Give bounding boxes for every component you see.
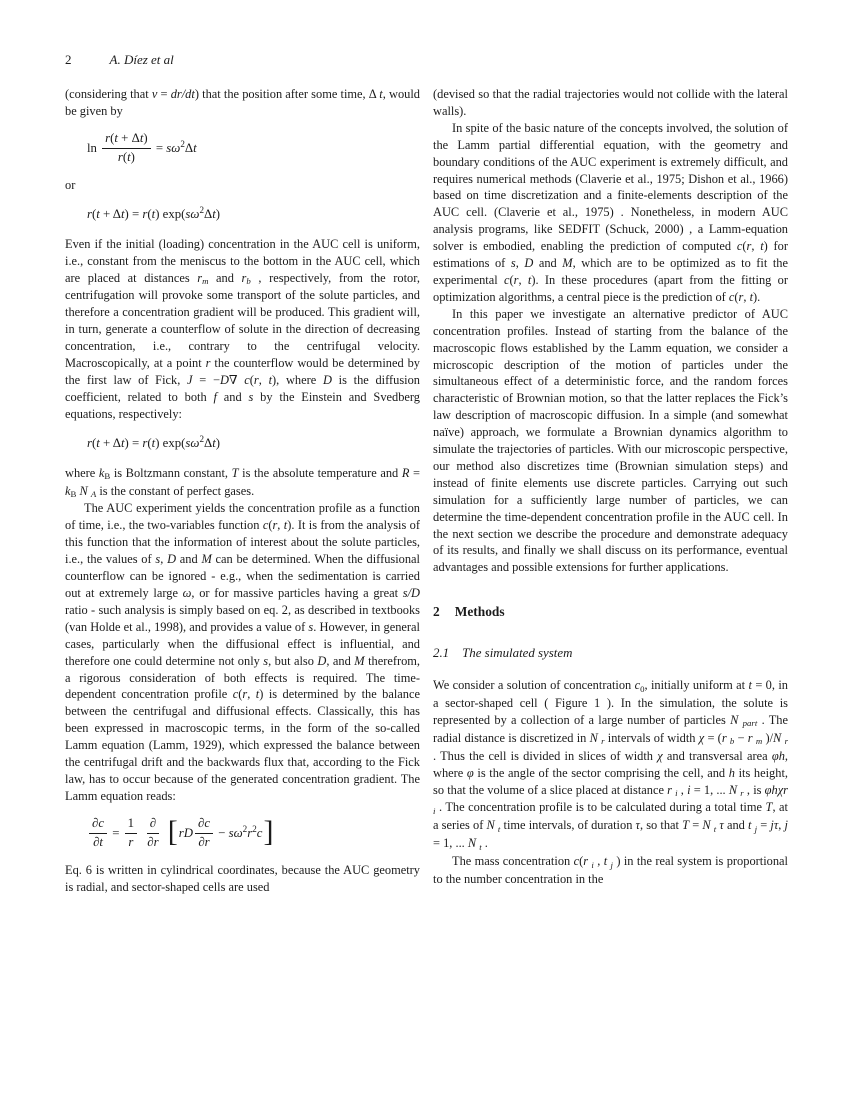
section-number: 2 <box>433 604 440 620</box>
fraction <box>89 816 107 851</box>
text-run: i <box>675 787 678 798</box>
text-run: t <box>527 272 532 287</box>
text-run: Δ <box>204 207 213 222</box>
text-run: 1 <box>127 815 135 830</box>
text-run: = <box>109 825 123 840</box>
text-run: c <box>256 825 263 840</box>
text-run: r <box>583 854 589 869</box>
text-run: T <box>765 800 773 815</box>
text-run: t <box>212 436 216 451</box>
numerator <box>125 816 137 834</box>
text-run: ω <box>190 436 200 451</box>
text-run: t <box>120 207 125 222</box>
text-run: r <box>746 239 752 254</box>
paragraph: or <box>65 177 76 192</box>
text-run: r <box>197 270 203 285</box>
text-run: b <box>246 275 251 286</box>
running-header <box>65 52 788 68</box>
text-run: i <box>687 782 691 797</box>
paragraph: Eq. 6 is written in cylindrical coordinates, because the AUC geometry is radial, and sector-shaped cells are used <box>65 862 420 894</box>
text-run: N <box>728 782 738 797</box>
text-run: ∂r <box>147 834 159 849</box>
text-run: r <box>142 436 148 451</box>
text-run: ω <box>171 140 181 155</box>
text-run: c <box>504 272 510 287</box>
text-run: c <box>728 289 735 304</box>
text-run: ( <box>147 436 152 451</box>
text-run: B <box>70 489 77 500</box>
fraction <box>102 131 151 166</box>
text-run: ) <box>215 207 221 222</box>
text-run: c <box>736 239 743 254</box>
text-run: t <box>96 436 100 451</box>
text-run: + Δ <box>99 207 121 222</box>
paragraph: In spite of the basic nature of the concepts involved, the solution of the Lamm partial differential equation, with the geometry and boundary conditions of the AUC experiment is extremely difficult, and requires numerical methods (Claverie et al., 1975; Dishon et al., 1966) based on time discretization and a finite-elements description of the AUC cell. (Claverie et al., 1975) . Nonetheless, in modern AUC analysis programs, like SEDFIT (Schuck, 2000) , a Lamm-equation solver is embodied, enabling the prediction of computed c(r, t) for estimations of s, D and M, which are to be optimized as to fit the experimental c(r, t). In these procedures (apart from the fitting or optimization algorithms, a central piece is the prediction of c(r, t). <box>433 120 789 304</box>
text-run: B <box>104 471 111 482</box>
text-run: A <box>90 489 97 500</box>
text-run: h <box>728 765 735 780</box>
text-run: N <box>486 818 495 833</box>
text-run: N <box>589 730 598 745</box>
text-run: m <box>755 736 763 747</box>
equation <box>65 131 420 166</box>
text-run: r <box>747 730 753 745</box>
denominator <box>115 149 138 166</box>
text-run: r <box>667 782 672 797</box>
text-run: ∂c <box>198 815 211 830</box>
text-run: N <box>730 712 739 727</box>
equation <box>65 205 420 225</box>
text-run: r <box>738 289 744 304</box>
section-title: Methods <box>454 604 505 620</box>
numerator <box>102 131 151 149</box>
text-run: r <box>601 736 605 747</box>
text-run: b <box>729 736 735 747</box>
subsection-number: 2.1 <box>433 646 450 661</box>
text-run: ω <box>233 825 243 840</box>
text-run <box>164 827 167 840</box>
text-run: ( <box>91 207 97 222</box>
text-run: 2 <box>252 823 257 834</box>
text-run: k <box>65 483 71 498</box>
text-run: D <box>219 372 229 387</box>
text-run: t <box>283 518 288 533</box>
paragraph: where kB is Boltzmann constant, T is the absolute temperature and R = kB N A is the constant of perfect gases. <box>65 465 420 500</box>
text-run: ( <box>110 130 115 145</box>
paragraph: In this paper we investigate an alternative predictor of AUC concentration profiles. Instead of starting from the balance of the macroscopic flows established by the Lamm equation, we consider a microscopic description of the motion of particles under the simultaneous effect of a deterministic force, and the random forces characteristic of Brownian motion, so that the latter replaces the Fick’s law description of macroscopic diffusion. In a simple (and somewhat naïve) approach, we formulate a Brownian dynamics algorithm to simulate the trajectories of particles. With our microscopic perspective, our method also discretizes time (Brownian simulation steps) and instead of finite elements use discrete particles. Carrying out such simulation for a sufficiently large number of particles, we can determine the time-dependent concentration profile in the AUC cell. In the next section we describe the procedure and demonstrate adequacy of its results, and finally we shall discuss on its performance, eventual advantages and possible extensions for further applications. <box>433 306 788 575</box>
text-run: s <box>185 436 191 451</box>
denominator <box>125 834 136 851</box>
text-run: ω <box>182 586 192 600</box>
text-run: ∂r <box>198 834 210 849</box>
text-run: D <box>317 653 327 668</box>
text-run: N <box>79 483 88 498</box>
text-run: s <box>308 619 314 634</box>
fraction <box>144 816 161 851</box>
text-run: s <box>185 207 191 222</box>
text-run: ( <box>147 207 152 222</box>
section-heading <box>433 604 788 621</box>
text-run: = <box>152 140 167 155</box>
text-run: ∂t <box>93 834 103 849</box>
text-run: dr/dt <box>170 87 195 101</box>
text-run: c <box>634 678 641 693</box>
paragraph: Even if the initial (loading) concentration in the AUC cell is uniform, i.e., constant from the meniscus to the bottom in the AUC cell, which are placed at distances rm and rb , respectively, from the rotor, centrifugation will provoke some transport of the solute particles, and therefore a concentration gradient will be produced. This gradient will, in turn, generate a counterflow of solute in the direction of decreasing concentration, i.e., contrary to the centrifugal velocity. Macroscopically, at a point r the counterflow would be determined by the first law of Fick, J = −D∇ c(r, t), where D is the diffusion coefficient, related to both f and s by the Einstein and Svedberg equations, respectively: <box>65 236 421 421</box>
paragraph: The AUC experiment yields the concentration profile as a function of time, i.e., the two-variables function c(r, t). It is from the analysis of this function that the information of interest about the solute particles, i.e., the values of s, D and M can be determined. When the diffusional counterflow can be ignored - e.g., when the sedimentation is carried out at extremely large ω, or for massive particles having a great s/D ratio - such analysis is simply based on eq. 2, as described in textbooks (van Holde et al., 1998), and provides a value of s. However, in general cases, particularly when the diffusional effect is influential, and therefore one could determine not only s, but also D, and M therefrom, a rigorous consideration of both effects is required. The time-dependent concentration profile c(r, t) is determined by the balance between the centrifugal and diffusional effects. Classically, this has been expressed in macroscopic terms, in the form of the so-called Lamm equation (Lamm, 1929), which expressed the balance between the centrifugal drift and the backwards flux that, according to the Fick law, has to occur because of the generated concentration gradient. The Lamm equation reads: <box>65 501 421 803</box>
text-run: φ <box>466 765 474 780</box>
text-run: + Δ <box>99 436 121 451</box>
text-run: t <box>120 436 125 451</box>
text-run: s <box>248 389 254 404</box>
text-run: 2 <box>180 138 185 149</box>
text-run: j <box>610 859 613 870</box>
denominator <box>90 834 106 851</box>
text-run: r <box>142 207 148 222</box>
text-run: M <box>354 653 365 668</box>
subsection-heading <box>433 645 788 662</box>
text-run: part <box>742 718 758 729</box>
fraction <box>195 816 213 851</box>
text-run: ) <box>143 130 148 145</box>
text-run: t <box>193 140 197 155</box>
text-run: s <box>263 653 269 668</box>
text-run: r <box>205 356 211 371</box>
paragraph: (devised so that the radial trajectories would not collide with the lateral walls). <box>433 87 788 118</box>
text-run: 0 <box>640 683 645 694</box>
text-run: τ <box>719 818 724 833</box>
text-run: D <box>322 372 332 387</box>
text-run: r <box>247 825 253 840</box>
text-run: t <box>151 436 156 451</box>
text-run: J <box>187 372 193 387</box>
text-run: s <box>166 140 172 155</box>
equation <box>65 434 420 454</box>
text-run: ) <box>215 436 221 451</box>
text-run: r <box>87 207 92 222</box>
text-run: χ <box>657 748 663 763</box>
text-run: + Δ <box>117 130 140 145</box>
text-run: f <box>213 389 217 404</box>
text-run: r <box>87 436 92 451</box>
text-run: t <box>151 207 156 222</box>
text-run: ( <box>91 436 97 451</box>
text-run: M <box>562 256 573 271</box>
paragraph: (considering that v = dr/dt) that the position after some time, Δ t, would be given by <box>65 87 420 118</box>
text-run: c <box>573 854 580 869</box>
text-run: jτ <box>770 818 779 833</box>
text-run: i <box>591 859 594 870</box>
text-run: rD <box>178 825 193 840</box>
text-run: M <box>201 552 212 567</box>
text-run: r <box>241 270 247 285</box>
text-run: c <box>244 372 250 387</box>
text-run: t <box>255 687 260 702</box>
text-run: ) <box>130 149 135 164</box>
numerator <box>195 816 213 834</box>
text-run: t <box>749 289 754 304</box>
text-run: φh <box>771 748 785 763</box>
text-run: k <box>98 465 105 480</box>
text-run: 2 <box>199 205 204 216</box>
text-run: ∂ <box>149 815 157 830</box>
text-run: c <box>262 518 269 533</box>
text-run: t <box>603 854 608 869</box>
text-run: j <box>754 823 758 834</box>
text-run: t <box>212 207 216 222</box>
denominator <box>195 834 212 851</box>
text-run: s <box>228 825 234 840</box>
numerator <box>89 816 107 834</box>
text-run: ω <box>190 207 200 222</box>
text-run: 2 <box>242 823 248 834</box>
text-run: T <box>682 818 690 833</box>
text-run: r <box>253 372 259 387</box>
text-run: t <box>748 678 752 693</box>
text-run: r <box>242 687 248 702</box>
text-run: t <box>96 207 100 222</box>
text-run: − <box>215 825 229 840</box>
text-run: Δ <box>204 436 213 451</box>
text-run <box>139 827 142 840</box>
text-run: ) exp( <box>155 436 186 451</box>
text-run: r <box>513 272 519 287</box>
text-run: r <box>272 518 278 533</box>
text-run: r <box>721 730 727 745</box>
text-run: T <box>231 465 239 480</box>
text-run: r <box>105 130 111 145</box>
page-number: 2 <box>65 52 72 67</box>
text-run: t <box>139 130 144 145</box>
text-run: c <box>232 687 239 702</box>
text-run: m <box>202 275 209 286</box>
subsection-title: The simulated system <box>462 646 573 661</box>
text-run: v <box>151 87 158 101</box>
text-run: t <box>713 823 717 834</box>
text-run: t <box>497 823 501 834</box>
text-run: r <box>784 736 788 747</box>
text-run: r <box>117 149 123 164</box>
text-run: t <box>268 372 273 387</box>
text-run: Δ <box>184 140 194 155</box>
numerator <box>147 816 159 834</box>
text-run: N <box>773 730 782 745</box>
text-run: r <box>128 834 134 849</box>
text-run: t <box>748 818 752 833</box>
text-run: τ <box>635 818 640 833</box>
running-title: A. Díez et al <box>109 52 174 67</box>
denominator <box>144 834 161 851</box>
text-run: t <box>127 149 131 164</box>
text-run: φhχr <box>764 782 788 797</box>
text-run: s/D <box>402 586 420 600</box>
text-run: t <box>114 130 118 145</box>
text-run: i <box>433 805 436 816</box>
text-run: D <box>524 256 534 271</box>
text-run: r <box>740 787 744 798</box>
text-run: t <box>760 239 764 254</box>
text-run: t <box>479 841 482 852</box>
text-run: ( <box>122 149 128 164</box>
text-run: 2 <box>199 434 204 445</box>
text-run: ln <box>87 140 101 155</box>
equation: $\frac{\partial c}{\partial t}$ = $\frac{1}{r}$ $\frac{\partial}{\partial r}$ [ rD $\frac{\partial c}{\partial r}$ − s ω 2 r 2 c ] <box>65 816 420 851</box>
paragraph: We consider a solution of concentration c0, initially uniform at t = 0, in a sector-shaped cell ( Figure 1 ). In the simulation, the solute is represented by a collection of a large number of particles N part . The radial distance is discretized in N r intervals of width χ = (r b − r m )/N r . Thus the cell is divided in slices of width χ and transversal area φh, where φ is the angle of the sector comprising the cell, and h its height, so that the volume of a slice placed at distance r i , i = 1, ... N r , is φhχr i . The concentration profile is to be calculated during a total time T, at a series of N t time intervals, of duration τ, so that T = N t τ and t j = jτ, j = 1, ... N t . <box>433 678 789 852</box>
fraction <box>125 816 137 851</box>
text-run: ∂c <box>92 815 105 830</box>
text-run: χ <box>698 730 705 745</box>
text-run: N <box>702 818 711 833</box>
text-run: D <box>167 552 177 567</box>
text-run: R <box>401 465 410 480</box>
text-run: N <box>467 836 477 851</box>
text-run: s <box>155 552 161 567</box>
text-run: ) = <box>124 436 143 451</box>
right-column <box>433 86 788 896</box>
left-column <box>65 86 420 896</box>
text-run: ) = <box>124 207 143 222</box>
paragraph: The mass concentration c(r i , t j ) in the real system is proportional to the number concentration in the <box>433 854 788 887</box>
text-run: t <box>379 87 383 101</box>
two-column-body <box>65 86 788 896</box>
text-run: ) exp( <box>155 207 186 222</box>
text-run: s <box>510 256 516 271</box>
text-run: j <box>784 818 788 833</box>
